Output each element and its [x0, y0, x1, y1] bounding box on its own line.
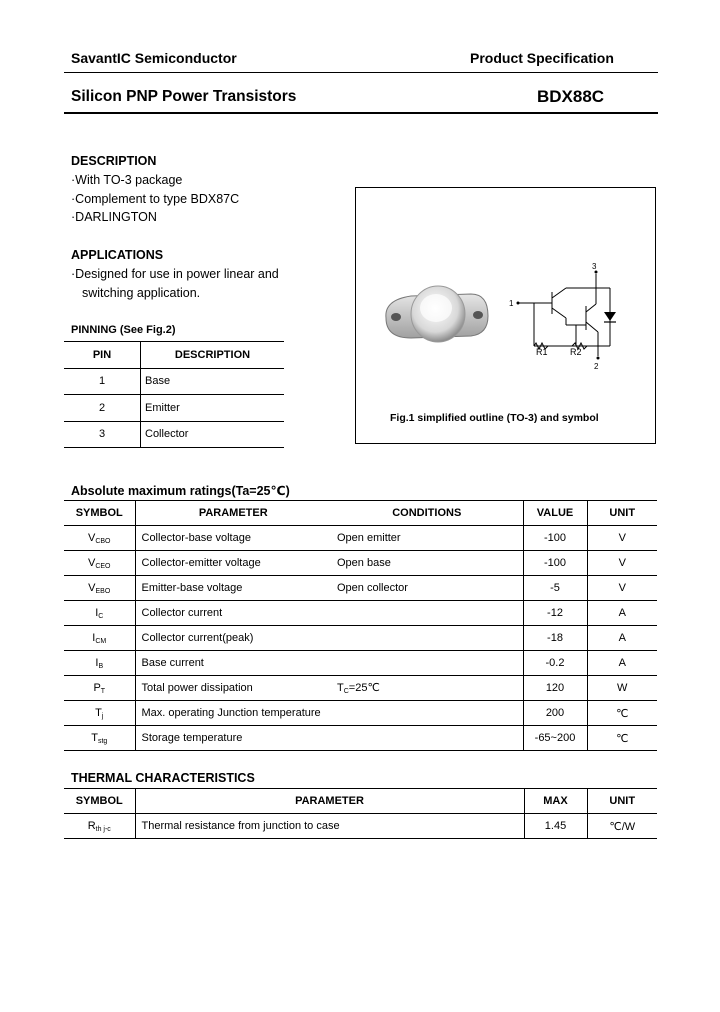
- pin-desc-col-header: DESCRIPTION: [141, 342, 285, 369]
- pin-description: Collector: [141, 421, 285, 448]
- parameter-cell: Collector current: [135, 601, 331, 626]
- to3-package-image: [386, 286, 488, 342]
- unit-col-header: UNIT: [587, 501, 657, 526]
- table-row: [64, 651, 657, 676]
- value-cell: -100: [523, 551, 587, 576]
- symbol-cell: $T_{stg}$: [64, 726, 135, 751]
- symbol-cell: $R_{th j-c}$: [64, 814, 135, 839]
- conditions-cell: [331, 651, 523, 676]
- parameter-cell: Base current: [135, 651, 331, 676]
- symbol-col-header: SYMBOL: [64, 789, 135, 814]
- value-cell: -65~200: [523, 726, 587, 751]
- product-line: Silicon PNP Power Transistors: [71, 88, 297, 105]
- pinning-heading: PINNING (See Fig.2): [71, 324, 176, 336]
- value-cell: -0.2: [523, 651, 587, 676]
- table-row: [64, 726, 657, 751]
- figure-box: [355, 187, 656, 444]
- conditions-cell: $T_C=25℃$: [331, 676, 523, 701]
- symbol-cell: $V_{CBO}$: [64, 526, 135, 551]
- description-item: ·DARLINGTON: [71, 210, 157, 224]
- max-cell: 1.45: [524, 814, 587, 839]
- unit-cell: A: [587, 601, 657, 626]
- applications-line: ·Designed for use in power linear and: [71, 267, 279, 281]
- table-row: [64, 551, 657, 576]
- parameter-col-header: PARAMETER: [135, 789, 524, 814]
- pin-number: 3: [64, 421, 141, 448]
- conditions-cell: Open collector: [331, 576, 523, 601]
- pin-description: Base: [141, 368, 285, 395]
- symbol-cell: $T_j$: [64, 701, 135, 726]
- value-cell: -18: [523, 626, 587, 651]
- company-name: SavantIC Semiconductor: [71, 50, 237, 66]
- parameter-cell: Collector-base voltage: [135, 526, 331, 551]
- unit-cell: ℃: [587, 726, 657, 751]
- table-row: [64, 421, 284, 448]
- r2-label: R2: [570, 347, 582, 357]
- conditions-cell: [331, 701, 523, 726]
- table-row: [64, 676, 657, 701]
- pin1-label: 1: [509, 299, 514, 308]
- conditions-cell: Open emitter: [331, 526, 523, 551]
- unit-cell: ℃: [587, 701, 657, 726]
- symbol-col-header: SYMBOL: [64, 501, 135, 526]
- parameter-cell: Storage temperature: [135, 726, 331, 751]
- table-row: [64, 576, 657, 601]
- table-row: [64, 814, 657, 839]
- value-cell: 120: [523, 676, 587, 701]
- unit-cell: ℃/W: [587, 814, 657, 839]
- pinning-table: [64, 341, 284, 448]
- ratings-heading: Absolute maximum ratings(Ta=25℃): [71, 484, 290, 498]
- parameter-cell: Total power dissipation: [135, 676, 331, 701]
- applications-line: switching application.: [82, 286, 201, 300]
- pin3-label: 3: [592, 262, 597, 271]
- value-cell: 200: [523, 701, 587, 726]
- description-item: ·Complement to type BDX87C: [71, 192, 240, 206]
- parameter-col-header: PARAMETER: [135, 501, 331, 526]
- conditions-cell: Open base: [331, 551, 523, 576]
- table-row: [64, 626, 657, 651]
- symbol-cell: $I_C$: [64, 601, 135, 626]
- description-item: ·With TO-3 package: [71, 173, 183, 187]
- value-cell: -100: [523, 526, 587, 551]
- figure-caption: Fig.1 simplified outline (TO-3) and symbol: [390, 412, 599, 424]
- to3-package-and-symbol: [356, 188, 655, 443]
- unit-cell: A: [587, 626, 657, 651]
- value-cell: -5: [523, 576, 587, 601]
- symbol-cell: $V_{EBO}$: [64, 576, 135, 601]
- header-divider: [64, 72, 658, 73]
- symbol-cell: $I_B$: [64, 651, 135, 676]
- parameter-cell: Thermal resistance from junction to case: [135, 814, 524, 839]
- value-col-header: VALUE: [523, 501, 587, 526]
- symbol-cell: $P_T$: [64, 676, 135, 701]
- document-type: Product Specification: [470, 50, 614, 66]
- parameter-cell: Emitter-base voltage: [135, 576, 331, 601]
- conditions-col-header: CONDITIONS: [331, 501, 523, 526]
- darlington-symbol: [518, 274, 610, 356]
- conditions-cell: [331, 626, 523, 651]
- unit-cell: A: [587, 651, 657, 676]
- conditions-cell: [331, 726, 523, 751]
- subheader-divider: [64, 112, 658, 114]
- diode-symbol: [604, 312, 616, 321]
- table-row: [64, 368, 284, 395]
- max-col-header: MAX: [524, 789, 587, 814]
- pin-col-header: PIN: [64, 342, 141, 369]
- symbol-cell: $V_{CEO}$: [64, 551, 135, 576]
- thermal-heading: THERMAL CHARACTERISTICS: [71, 771, 255, 785]
- pin2-label: 2: [594, 362, 599, 371]
- table-row: [64, 701, 657, 726]
- parameter-cell: Max. operating Junction temperature: [135, 701, 331, 726]
- applications-heading: APPLICATIONS: [71, 248, 164, 262]
- conditions-cell: [331, 601, 523, 626]
- pin-number: 2: [64, 395, 141, 422]
- table-row: [64, 526, 657, 551]
- table-row: [64, 601, 657, 626]
- value-cell: -12: [523, 601, 587, 626]
- symbol-cell: $I_{CM}$: [64, 626, 135, 651]
- pin-description: Emitter: [141, 395, 285, 422]
- unit-cell: W: [587, 676, 657, 701]
- unit-cell: V: [587, 551, 657, 576]
- parameter-cell: Collector current(peak): [135, 626, 331, 651]
- table-row: [64, 395, 284, 422]
- ratings-table: [64, 500, 657, 751]
- r1-label: R1: [536, 347, 548, 357]
- unit-cell: V: [587, 526, 657, 551]
- parameter-cell: Collector-emitter voltage: [135, 551, 331, 576]
- thermal-table: [64, 788, 657, 839]
- pin-number: 1: [64, 368, 141, 395]
- description-heading: DESCRIPTION: [71, 154, 157, 168]
- unit-cell: V: [587, 576, 657, 601]
- part-number: BDX88C: [537, 87, 605, 106]
- unit-col-header: UNIT: [587, 789, 657, 814]
